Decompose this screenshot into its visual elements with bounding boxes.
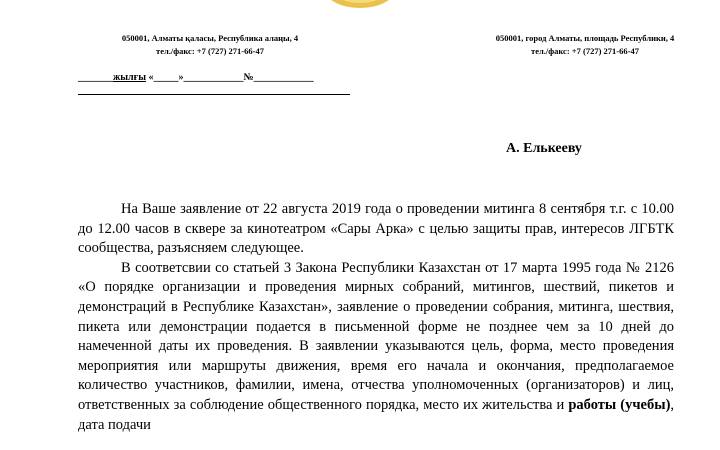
divider-line bbox=[78, 94, 350, 95]
blank-field: ____________ bbox=[253, 72, 314, 83]
address-line: 050001, Алматы қаласы, Республика алаңы, 4 bbox=[121, 33, 299, 43]
paragraph-tail: , дата подачи bbox=[78, 396, 675, 433]
quote-open: « bbox=[146, 72, 154, 83]
letter-body bbox=[78, 200, 674, 435]
blank-field: ____________ bbox=[183, 72, 244, 83]
address-line: 050001, город Алматы, площадь Республики, 4 bbox=[495, 33, 675, 43]
registration-line bbox=[78, 72, 314, 83]
state-emblem-icon bbox=[321, 0, 399, 10]
paragraph bbox=[78, 259, 674, 435]
phone-line: тел./факс: +7 (727) 271-66-47 bbox=[156, 46, 264, 56]
address-russian bbox=[450, 32, 720, 58]
address-kazakh bbox=[90, 32, 330, 58]
year-label: жылғы bbox=[113, 72, 147, 83]
number-label: № bbox=[243, 72, 254, 83]
paragraph: На Ваше заявление от 22 августа 2019 года о проведении митинга 8 сентября т.г. с 10.00 до 12.00 часов в сквере за кинотеатром «Сары Арка» с целью защиты прав, интересов ЛГБТК сообщества, разъясняем следующее. bbox=[78, 201, 674, 257]
recipient-name: А. Елькееву bbox=[506, 141, 582, 156]
blank-field: _______ bbox=[78, 72, 113, 83]
blank-field: _____ bbox=[153, 72, 179, 83]
paragraph-text: В соответсвии со статьей 3 Закона Республики Казахстан от 17 марта 1995 года № 2126 «О порядке организации и проведения мирных собраний, митингов, шествий, пикетов и демонстраций в Республике Казахстан», заявление о проведении собрания, митинга, шествия, пикета или демонстрации подается в письменной форме не позднее чем за 10 дней до намеченной даты их проведения. В заявлении указываются цель, форма, место проведения мероприятия или маршруты движения, время его начала и окончания, предполагаемое количество участников, фамилии, имена, отчества уполномоченных (организаторов) и лиц, ответственных за соблюдение общественного порядка, место их жительства и bbox=[78, 259, 674, 413]
bold-phrase: работы (учебы) bbox=[568, 396, 671, 413]
phone-line: тел./факс: +7 (727) 271-66-47 bbox=[531, 46, 639, 56]
quote-close: » bbox=[178, 72, 184, 83]
